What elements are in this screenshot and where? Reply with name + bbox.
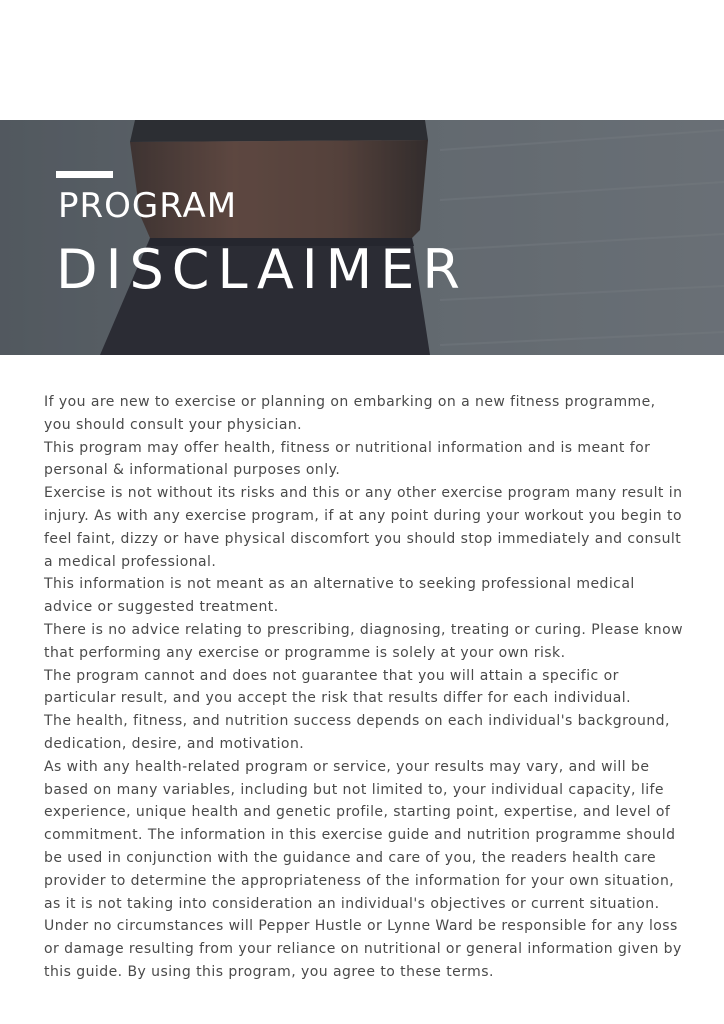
paragraph: This information is not meant as an alternative to seeking professional medical advice or suggested treatment. bbox=[44, 576, 635, 616]
paragraph: The program cannot and does not guarantee that you will attain a specific or particular result, and you accept the risk that results differ for each individual. bbox=[44, 667, 631, 707]
paragraph: There is no advice relating to prescribing, diagnosing, treating or curing. Please know that performing any exercise or programme is solely at your own risk. bbox=[44, 621, 684, 661]
title-disclaimer: DISCLAIMER bbox=[56, 238, 468, 301]
paragraph: The health, fitness, and nutrition success depends on each individual's background, dedication, desire, and motivation. bbox=[44, 713, 670, 752]
title-program: PROGRAM bbox=[58, 186, 238, 226]
paragraph: This program may offer health, fitness or nutritional information and is meant for personal & informational purposes only. bbox=[44, 439, 651, 479]
paragraph: As with any health-related program or service, your results may vary, and will be based on many variables, including but not limited to, your individual capacity, life experience, unique health and genetic profile, starting point, expertise, and level of commitment. The information in this exercise guide and nutrition programme should be used in conjunction with the guidance and care of you, the readers health care provider to determine the appropriateness of the information for your own situation, as it is not taking into consideration an individual's objectives or current situation. Under no circumstances will Pepper Hustle or Lynne Ward be responsible for any loss or damage resulting from your reliance on nutritional or general information given by this guide. By using this program, you agree to these terms. bbox=[44, 758, 682, 980]
paragraph: If you are new to exercise or planning on embarking on a new fitness programme, you should consult your physician. bbox=[44, 394, 656, 433]
header-banner bbox=[0, 120, 724, 355]
title-rule bbox=[56, 171, 113, 178]
disclaimer-body bbox=[44, 391, 684, 984]
paragraph: Exercise is not without its risks and this or any other exercise program many result in injury. As with any exercise program, if at any point during your workout you begin to feel faint, dizzy or have physical discomfort you should stop immediately and consult a medical professional. bbox=[44, 485, 683, 570]
